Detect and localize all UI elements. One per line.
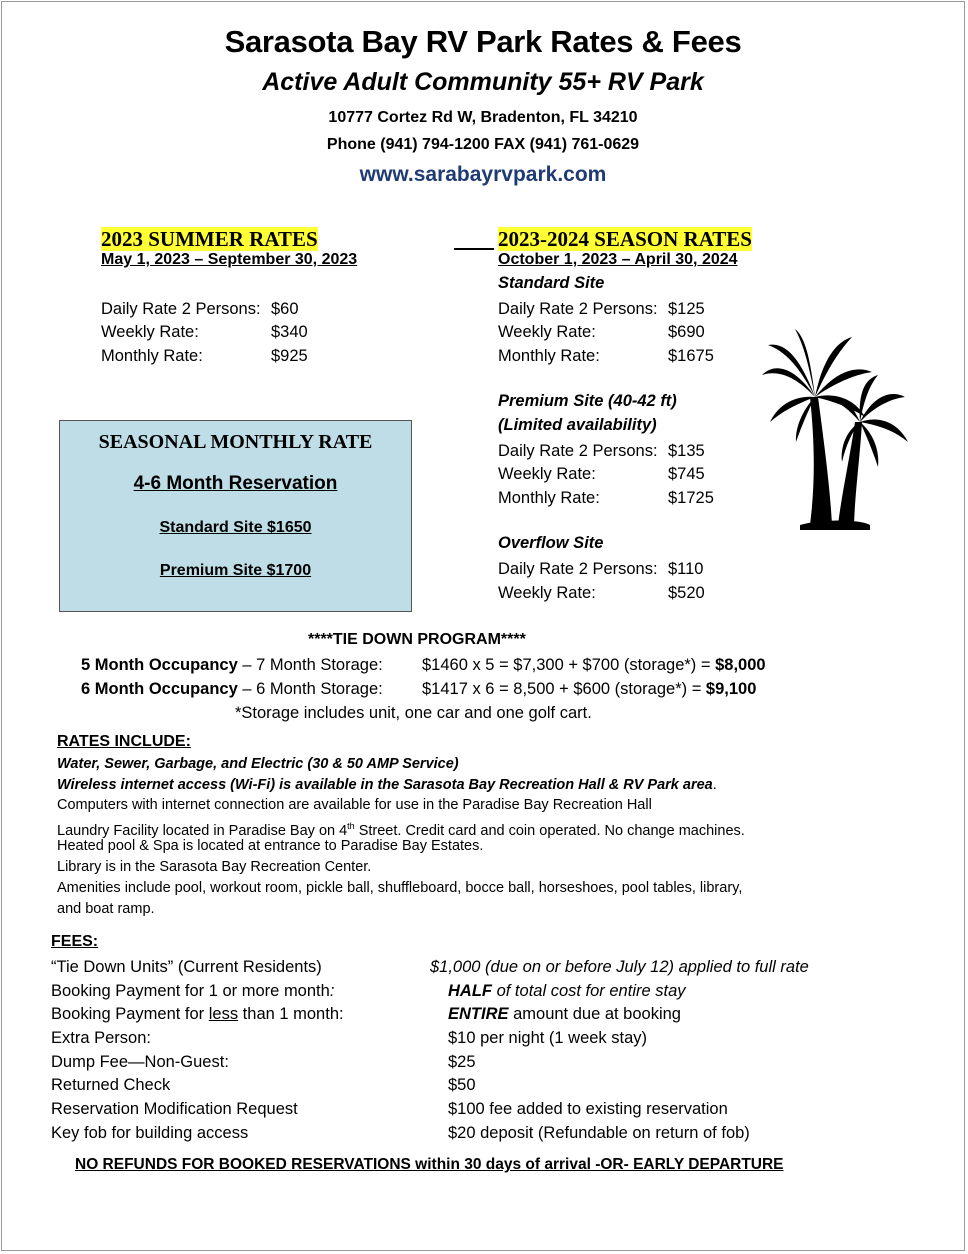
address: 10777 Cortez Rd W, Bradenton, FL 34210: [328, 109, 638, 126]
seasonal-standard-site: Standard Site $1650: [159, 519, 312, 536]
include-library: Library is in the Sarasota Bay Recreation Center.: [57, 859, 372, 875]
tie-down-storage-note: *Storage includes unit, one car and one golf cart.: [235, 704, 592, 722]
include-amenities: Amenities include pool, workout room, pickle ball, shuffleboard, bocce ball, horseshoes, pool tables, library,: [57, 880, 743, 896]
season-dates: October 1, 2023 – April 30, 2024: [498, 251, 738, 268]
premium-rate-daily: Daily Rate 2 Persons: $135: [498, 442, 705, 460]
fee-dump-value: $25: [448, 1053, 476, 1071]
fee-key-fob-value: $20 deposit (Refundable on return of fob): [448, 1124, 750, 1142]
fee-modification-value: $100 fee added to existing reservation: [448, 1100, 728, 1118]
fee-extra-person-value: $10 per night (1 week stay): [448, 1029, 648, 1047]
fee-returned-check-value: $50: [448, 1076, 476, 1094]
seasonal-premium-site: Premium Site $1700: [159, 562, 312, 579]
fee-key-fob-label: Key fob for building access: [51, 1124, 249, 1142]
tie-down-row-5-month: 5 Month Occupancy – 7 Month Storage: $1460 x 5 = $7,300 + $700 (storage*) = $8,000: [81, 656, 766, 674]
fee-tie-down-value: $1,000 (due on or before July 12) applied to full rate: [430, 958, 809, 976]
standard-site-title: Standard Site: [498, 274, 605, 292]
fee-dump-label: Dump Fee—Non-Guest:: [51, 1053, 229, 1071]
fee-booking-less-value: ENTIRE amount due at booking: [448, 1005, 681, 1023]
fee-booking-month-label: Booking Payment for 1 or more month:: [51, 982, 335, 1000]
include-pool: Heated pool & Spa is located at entrance to Paradise Bay Estates.: [57, 838, 484, 854]
page-subtitle: Active Adult Community 55+ RV Park: [262, 68, 704, 96]
rates-include-heading: RATES INCLUDE:: [57, 733, 191, 750]
summer-rate-monthly: Monthly Rate: $925: [101, 347, 308, 365]
premium-site-title: Premium Site (40-42 ft): [498, 392, 677, 410]
season-rates-heading: 2023-2024 SEASON RATES: [498, 227, 752, 251]
seasonal-monthly-rate-box: [59, 420, 412, 612]
tie-down-row-6-month: 6 Month Occupancy – 6 Month Storage: $1417 x 6 = 8,500 + $600 (storage*) = $9,100: [81, 680, 757, 698]
rates-document: [1, 1, 965, 1251]
include-wifi: Wireless internet access (Wi-Fi) is available in the Sarasota Bay Recreation Hall & RV Park area.: [57, 777, 717, 793]
premium-rate-monthly: Monthly Rate: $1725: [498, 489, 714, 507]
palm-tree-icon: [760, 327, 910, 532]
phone-fax: Phone (941) 794-1200 FAX (941) 761-0629: [326, 136, 640, 153]
include-amenities-cont: and boat ramp.: [57, 901, 155, 917]
include-utilities: Water, Sewer, Garbage, and Electric (30 & 50 AMP Service): [57, 756, 459, 772]
fee-tie-down-label: “Tie Down Units” (Current Residents): [51, 958, 322, 976]
summer-rate-weekly: Weekly Rate: $340: [101, 323, 308, 341]
overflow-site-title: Overflow Site: [498, 534, 604, 552]
overflow-rate-weekly: Weekly Rate: $520: [498, 584, 705, 602]
page-title: Sarasota Bay RV Park Rates & Fees: [224, 24, 742, 59]
include-computers: Computers with internet connection are available for use in the Paradise Bay Recreation Hall: [57, 797, 652, 813]
premium-rate-weekly: Weekly Rate: $745: [498, 465, 705, 483]
divider-line: [454, 248, 494, 250]
fee-booking-month-value: HALF of total cost for entire stay: [448, 982, 686, 1000]
summer-dates: May 1, 2023 – September 30, 2023: [101, 251, 358, 268]
website-link[interactable]: www.sarabayrvpark.com: [359, 163, 607, 186]
include-laundry: Laundry Facility located in Paradise Bay on 4th Street. Credit card and coin operated. No change machines.: [57, 821, 745, 839]
overflow-rate-daily: Daily Rate 2 Persons: $110: [498, 560, 704, 578]
fee-modification-label: Reservation Modification Request: [51, 1100, 298, 1118]
standard-rate-monthly: Monthly Rate: $1675: [498, 347, 714, 365]
standard-rate-daily: Daily Rate 2 Persons: $125: [498, 300, 705, 318]
seasonal-box-subtitle: 4-6 Month Reservation: [133, 473, 338, 494]
premium-site-note: (Limited availability): [498, 416, 657, 434]
fee-returned-check-label: Returned Check: [51, 1076, 171, 1094]
standard-rate-weekly: Weekly Rate: $690: [498, 323, 705, 341]
summer-rates-heading: 2023 SUMMER RATES: [101, 227, 318, 251]
fee-extra-person-label: Extra Person:: [51, 1029, 151, 1047]
fee-booking-less-label: Booking Payment for less than 1 month:: [51, 1005, 344, 1023]
tie-down-heading: ****TIE DOWN PROGRAM****: [308, 631, 526, 648]
summer-rate-daily: Daily Rate 2 Persons: $60: [101, 300, 299, 318]
seasonal-box-title: SEASONAL MONTHLY RATE: [98, 431, 373, 453]
no-refunds-notice: NO REFUNDS FOR BOOKED RESERVATIONS within 30 days of arrival -OR- EARLY DEPARTURE: [75, 1156, 784, 1173]
fees-heading: FEES:: [51, 933, 99, 950]
